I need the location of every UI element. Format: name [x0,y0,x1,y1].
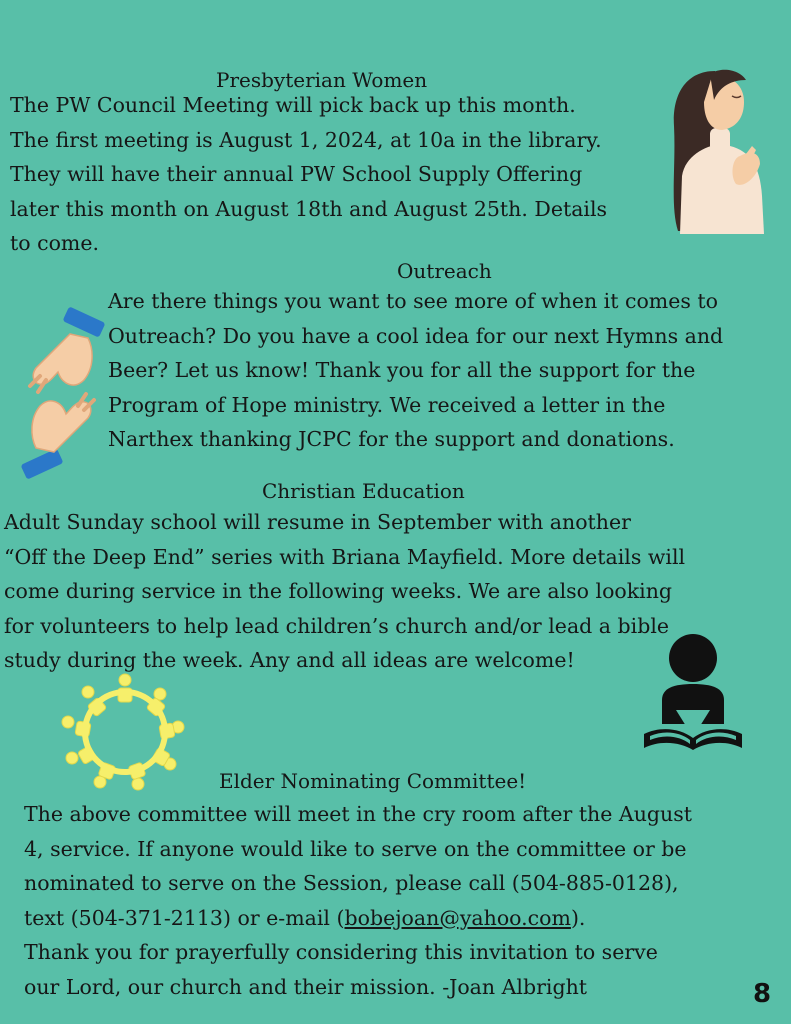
elder-committee-heading: Elder Nominating Committee! [219,769,527,793]
elder-line: nominated to serve on the Session, please call (504-885-0128), [24,871,679,895]
outreach-line: Outreach? Do you have a cool idea for our next Hymns and [108,323,724,348]
outreach-line: Beer? Let us know! Thank you for all the support for the [108,358,696,382]
pw-line: They will have their annual PW School Supply Offering [10,162,583,186]
elder-line: The above committee will meet in the cry room after the August [24,802,693,826]
ce-line: study during the week. Any and all ideas are welcome! [4,648,575,672]
outreach-line: Narthex thanking JCPC for the support and donations. [108,427,675,451]
elder-committee-paragraph [24,797,692,1004]
christian-education-heading: Christian Education [262,479,465,503]
ce-line: come during service in the following weeks. We are also looking [4,579,673,603]
pw-line: The PW Council Meeting will pick back up this month. [10,93,576,117]
christian-education-paragraph [4,505,685,678]
helping-hands-icon [18,306,110,486]
community-circle-icon [60,672,190,792]
pw-paragraph [10,88,607,261]
praying-woman-icon [660,66,770,236]
email-link[interactable]: bobejoan@yahoo.com [344,905,571,930]
contact-text-pre: text (504-371-2113) or e-mail ( [24,905,345,930]
ce-line: for volunteers to help lead children’s church and/or lead a bible [4,613,670,638]
elder-line: our Lord, our church and their mission. -Joan Albright [24,974,588,999]
page-number: 8 [753,979,772,1009]
pw-line: later this month on August 18th and August 25th. Details [10,196,608,221]
elder-line: 4, service. If anyone would like to serve on the committee or be [24,836,687,861]
pw-line: The first meeting is August 1, 2024, at 10a in the library. [10,127,602,152]
ce-line: “Off the Deep End” series with Briana Mayfield. More details will [4,544,686,569]
outreach-paragraph [108,284,723,457]
elder-line-contact [24,901,692,936]
bible-reader-icon [640,634,746,752]
outreach-line: Are there things you want to see more of when it comes to [108,289,718,313]
elder-line: Thank you for prayerfully considering this invitation to serve [24,940,658,964]
outreach-heading: Outreach [397,259,492,283]
ce-line: Adult Sunday school will resume in September with another [4,510,631,534]
contact-text-post: ). [570,905,586,930]
pw-line: to come. [10,231,100,255]
pw-heading: Presbyterian Women [216,68,428,92]
outreach-line: Program of Hope ministry. We received a letter in the [108,392,666,417]
